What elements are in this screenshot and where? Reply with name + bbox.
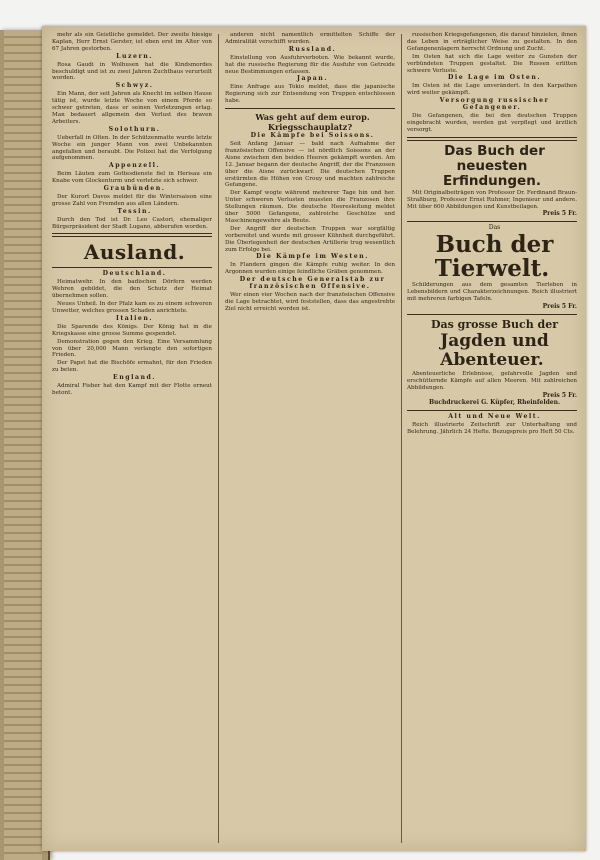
- section-heading-schwyz: Schwyz.: [115, 82, 154, 90]
- ad-title-jagden: Jagden und Abenteuer.: [440, 330, 549, 370]
- col1-paragraph: Durch den Tod ist Dr. Leo Castori, ehemaliger Bürgerpräsident der Stadt Lugano, abberufen worden.: [52, 216, 212, 230]
- col1-paragraph: Der Papst hat die Bischöfe ermahnt, für den Frieden zu beten.: [52, 360, 212, 374]
- col2-paragraph: Der Kampf wogte während mehrerer Tage hin und her. Unter schweren Verlusten mussten die Franzosen ihre Stellungen räumen. Die deutsche Heeresleitung meldet über 5000 Gefangene, zahlreiche Geschütze und Maschinengewehre als Beute.: [225, 190, 395, 224]
- col2-paragraph: In Flandern gingen die Kämpfe ruhig weiter. In den Argonnen wurden einige feindliche Gräben genommen.: [225, 262, 395, 276]
- divider: [52, 233, 212, 237]
- section-heading-solothurn: Solothurn.: [108, 125, 161, 133]
- page-edges: [4, 30, 42, 860]
- headline-ausland: Ausland.: [83, 240, 186, 265]
- column-rule-2: [401, 34, 402, 843]
- headline-kriegsschauplatz: Was geht auf dem europ. Kriegsschauplatz?: [255, 112, 370, 133]
- col1-paragraph: mehr als ein Geistliche gemeldet. Der zweite hiesige Kaplan, Herr Ernst Gerster, ist eben erst im Alter von 67 Jahren gestorben.: [52, 32, 212, 52]
- ad-title-tierwelt: Buch der Tierwelt.: [434, 231, 554, 283]
- col1-paragraph: Ueberfall in Olten. In der Schützenmatte wurde letzte Woche ein junger Mann von zwei Unbekannten angefallen und beraubt. Die Polizei hat die Verfolgung aufgenommen.: [52, 134, 212, 162]
- divider: [407, 314, 577, 315]
- col1-paragraph: Demonstration gegen den Krieg. Eine Versammlung von über 20,000 Mann verlangte den sofortigen Frieden.: [52, 338, 212, 359]
- section-heading-russland: Russland.: [288, 45, 337, 53]
- divider: [225, 108, 395, 109]
- section-heading-tessin: Tessin.: [117, 207, 152, 215]
- ad-price: Preis 5 Fr.: [542, 391, 577, 399]
- col3-paragraph: Reich illustrierte Zeitschrift zur Unterhaltung und Belehrung. Jährlich 24 Hefte. Bezugspreis pro Heft 50 Cts.: [407, 422, 577, 436]
- col1-paragraph: Beim Läuten zum Gottesdienste fiel in Herisau ein Knabe vom Glockenturm und verletzte sich schwer.: [52, 171, 212, 185]
- col1-paragraph: Rosa Gaudi in Wolhusen hat die Kindsmordes beschuldigt und ist zu zwei Jahren Zuchthaus verurteilt worden.: [52, 61, 212, 82]
- section-heading-england: England.: [113, 374, 156, 382]
- divider: [407, 137, 577, 141]
- divider: [407, 410, 577, 411]
- ad-title-erfindungen: Das Buch der neuesten Erfindungen.: [443, 142, 545, 189]
- ad-pretitle: Das: [488, 224, 501, 232]
- col2-paragraph: anderen nicht namentlich ermittelten Schiffe der Admiralität verschifft wurden.: [225, 32, 395, 45]
- section-heading-italien: Italien.: [115, 314, 154, 322]
- col2-paragraph: Eine Anfrage aus Tokio meldet, dass die japanische Regierung sich zur Entsendung von Truppen entschlossen habe.: [225, 84, 395, 105]
- subheading-lage-osten: Die Lage im Osten.: [448, 74, 541, 82]
- col1-paragraph: Der Kurort Davos meldet für die Wintersaison eine grosse Zahl von Fremden aus allen Ländern.: [52, 193, 212, 207]
- column-2: [225, 32, 395, 845]
- ad-pretitle: Das grosse Buch der: [430, 317, 559, 331]
- col1-paragraph: Admiral Fisher hat den Kampf mit der Flotte erneut betont.: [52, 383, 212, 396]
- newspaper-page: [42, 26, 586, 851]
- subheading-gefangene: Versorgung russischer Gefangener.: [439, 97, 550, 112]
- column-1: [52, 32, 212, 845]
- col1-paragraph: Neues Unheil. In der Pfalz kam es zu einem schweren Unwetter, welches grossen Schaden anrichtete.: [52, 301, 212, 314]
- col3-paragraph: Im Osten ist die Lage unverändert. In den Karpathen wird weiter gekämpft.: [407, 83, 577, 97]
- col2-paragraph: Seit Anfang Januar — bald nach Aufnahme der französischen Offensive — ist nördlich Soissons an der Aisne zwischen den beiden Heeren gekämpft worden. Am 12. Januar begann der deutsche Angriff, der die Franzosen über die Aisne zurückwarf. Die deutschen Truppen erstürmten die Höhen von Crouy und machten zahlreiche Gefangene.: [225, 140, 395, 189]
- publisher-line: Buchdruckerei G. Küpfer, Rheinfelden.: [428, 399, 561, 407]
- ad-text: Schilderungen aus dem gesamten Tierleben in Lebensbildern und Charakterzeichnungen. Reich illustriert mit mehreren farbigen Tafeln.: [407, 282, 577, 303]
- col3-paragraph: Im Osten hat sich die Lage weiter zu Gunsten der verbündeten Truppen gestaltet. Die Russen erlitten schwere Verluste.: [407, 53, 577, 74]
- col1-paragraph: Die Sparende des Königs. Der König hat in die Kriegskasse eine grosse Summe gespendet.: [52, 323, 212, 337]
- ad-text: Abenteuerliche Erlebnisse, gefahrvolle Jagden und erschütternde Kämpfe auf allen Meeren. Mit zahlreichen Abbildungen.: [407, 370, 577, 391]
- subheading-generalstab: Der deutsche Generalstab zur französischen Offensive.: [239, 276, 386, 291]
- divider: [407, 221, 577, 222]
- col2-paragraph: Wer einen vier Wochen nach der französischen Offensive die Lage betrachtet, wird feststellen, dass das angestrebte Ziel nicht erreicht worden ist.: [225, 292, 395, 312]
- subheading-alt-neue-welt: Alt und Neue Welt.: [448, 413, 541, 421]
- section-heading-appenzell: Appenzell.: [108, 162, 161, 170]
- col3-paragraph: Die Gefangenen, die bei den deutschen Truppen eingebracht wurden, werden gut verpflegt und ärztlich versorgt.: [407, 112, 577, 133]
- ad-text: Mit Originalbeiträgen von Professor Dr. Ferdinand Braun-Straßburg, Professor Ernst Ruhmer, Ingenieur und andere. Mit über 600 Abbildungen und Kunstbeilagen.: [407, 189, 577, 210]
- divider: [52, 267, 212, 268]
- col2-paragraph: Einstellung von Ausfuhrverboten. Wie bekannt wurde, hat die russische Regierung für die Ausfuhr von Getreide neue Bestimmungen erlassen.: [225, 54, 395, 75]
- col1-paragraph: Ein Mann, der seit Jahren als Knecht im selben Hause tätig ist, wurde letzte Woche von einem Pferde so schwer getreten, dass er seinen Verletzungen erlag. Man bedauert allgemein den Verlust des braven Arbeiters.: [52, 91, 212, 125]
- subheading-westen: Die Kämpfe im Westen.: [256, 253, 369, 261]
- ad-price: Preis 5 Fr.: [542, 302, 577, 310]
- section-heading-luzern: Luzern.: [116, 52, 153, 60]
- subheading-soissons: Die Kämpfe bei Soissons.: [250, 132, 375, 140]
- col3-paragraph: russischen Kriegsgefangenen, die darauf hinzielen, ihnen das Leben in erträglicher Weise zu gestalten. In den Gefangenenlagern herrscht Ordnung und Zucht.: [407, 32, 577, 52]
- section-heading-japan: Japan.: [297, 75, 328, 83]
- section-heading-graubuenden: Graubünden.: [103, 185, 166, 193]
- column-rule-1: [218, 34, 219, 843]
- col2-paragraph: Der Angriff der deutschen Truppen war sorgfältig vorbereitet und wurde mit grosser Kühnheit durchgeführt. Die Überlegenheit der deutschen Artillerie trug wesentlich zum Erfolge bei.: [225, 225, 395, 253]
- ad-price: Preis 5 Fr.: [542, 210, 577, 218]
- col1-paragraph: Heimatwehr. In den badischen Dörfern werden Wehren gebildet, die den Schutz der Heimat übernehmen sollen.: [52, 279, 212, 300]
- section-heading-deutschland: Deutschland.: [102, 270, 167, 278]
- column-3: [407, 32, 577, 845]
